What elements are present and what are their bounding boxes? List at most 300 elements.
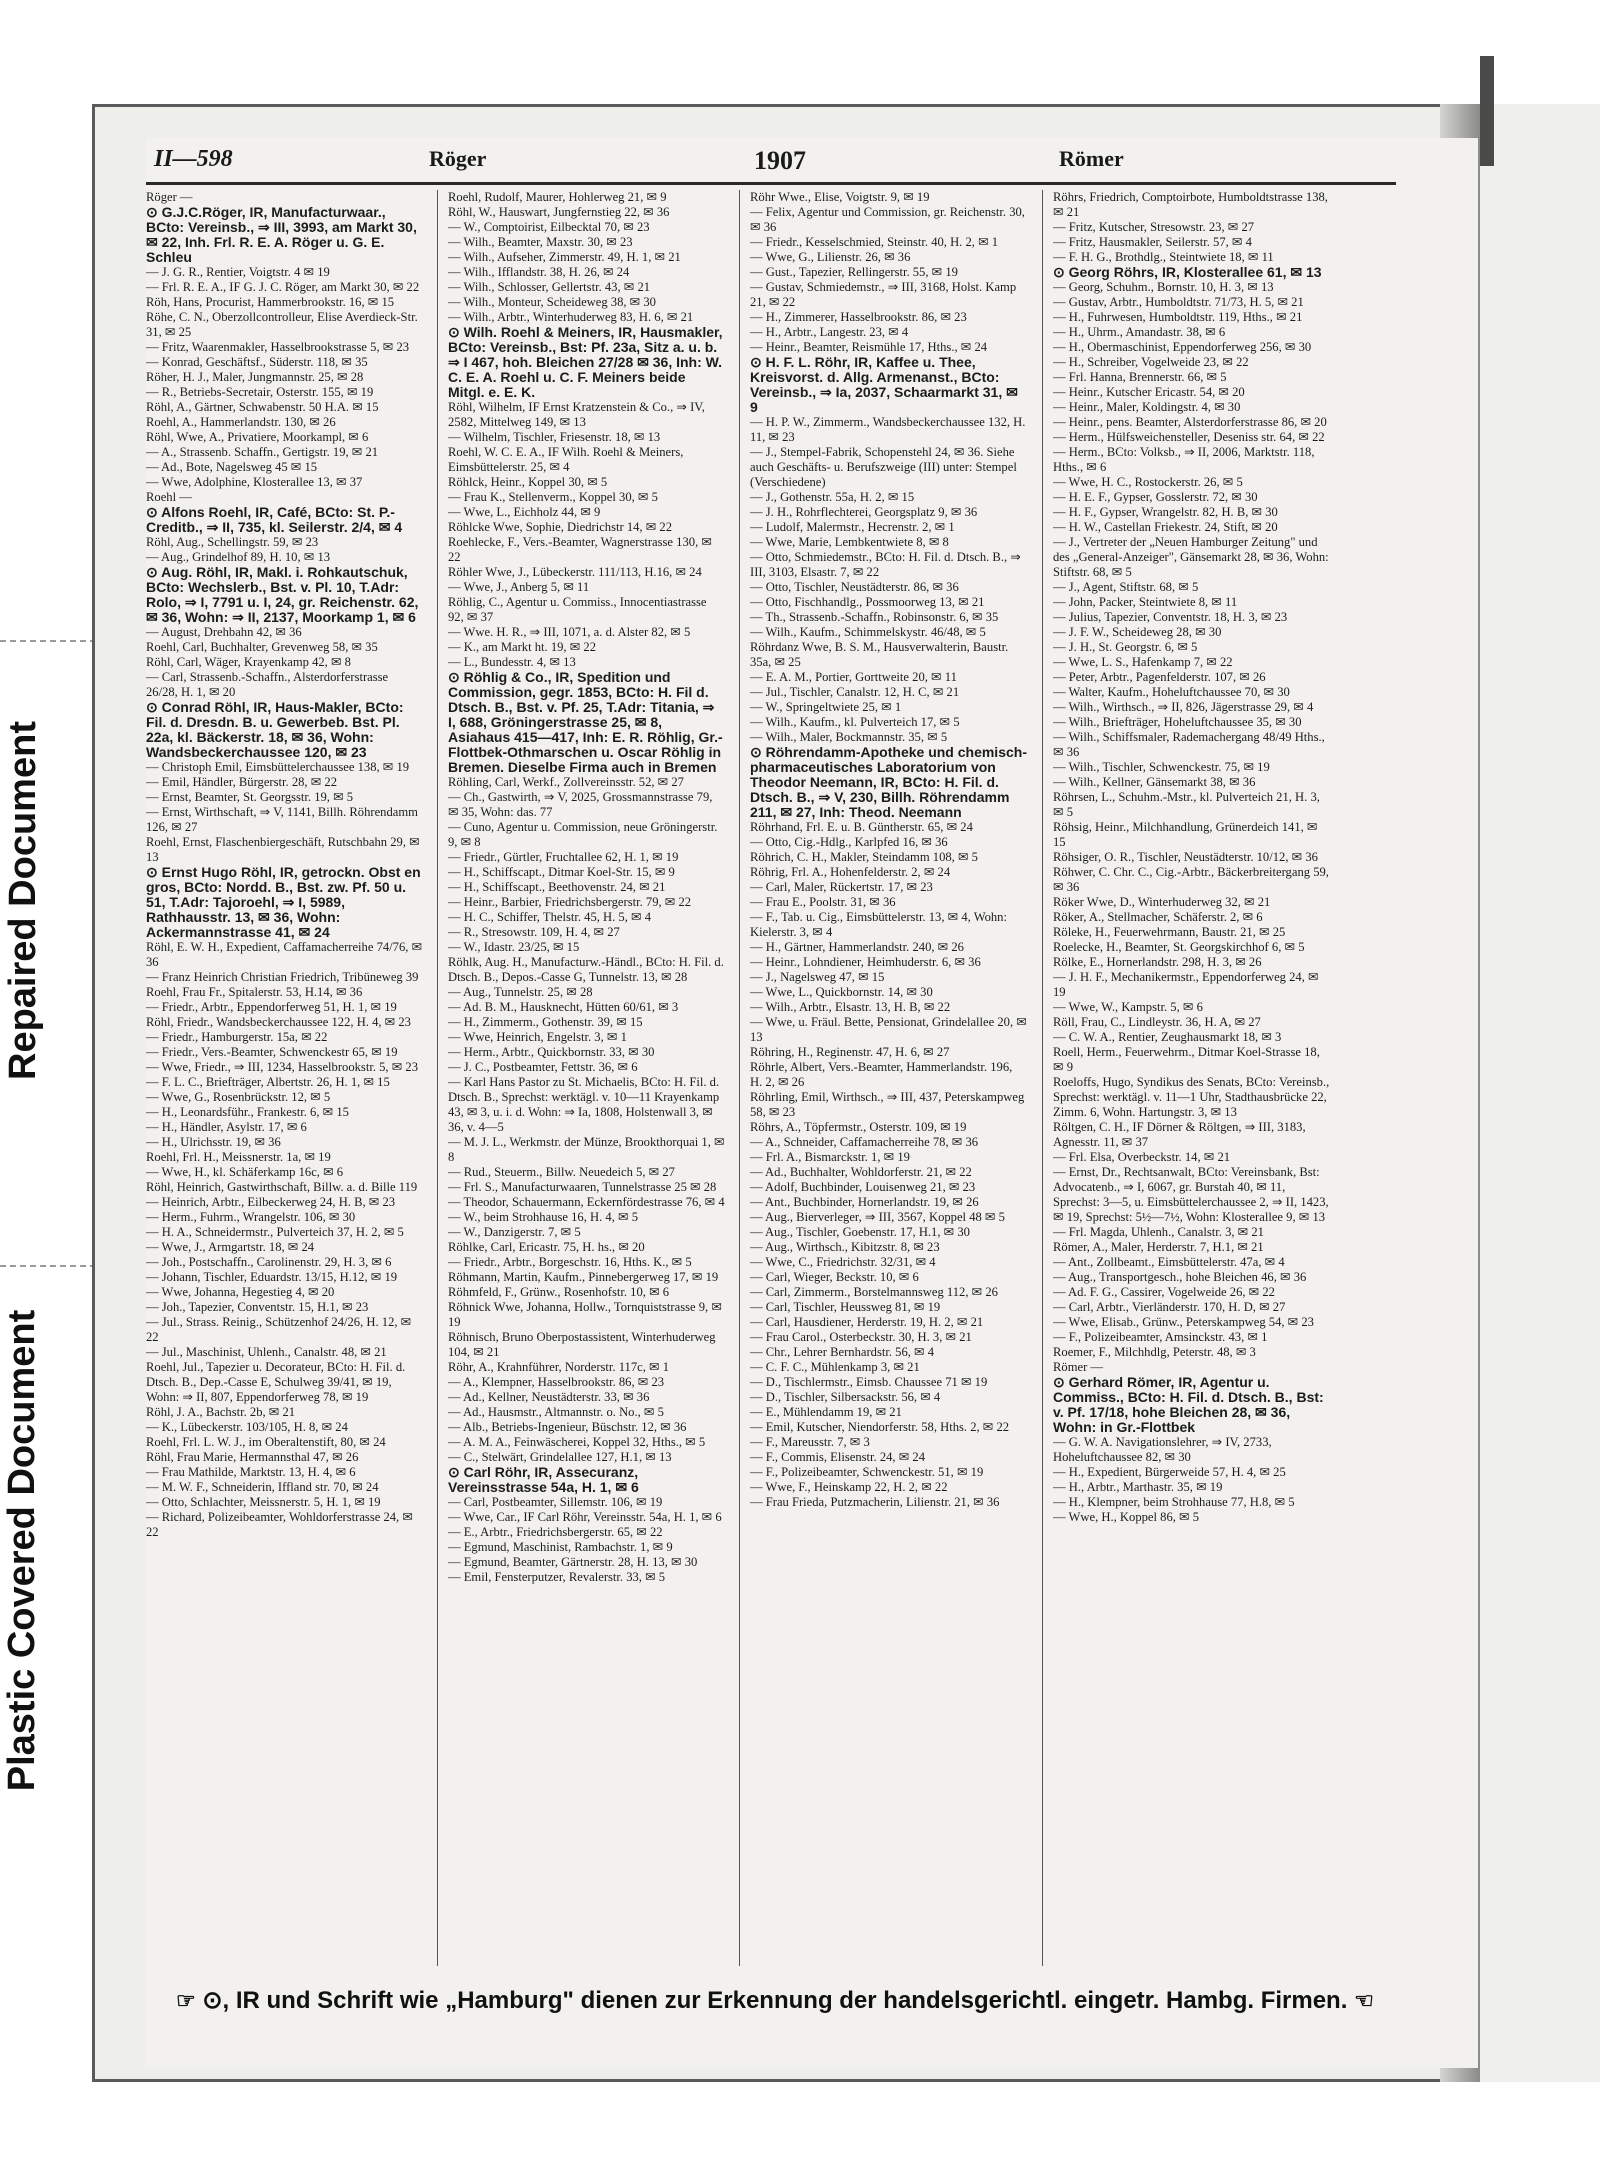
column-4 xyxy=(1053,190,1330,1966)
directory-entry: Röhr, A., Krahnführer, Norderstr. 117c, ✉ 1 xyxy=(448,1360,670,1374)
directory-entry: — J. G. R., Rentier, Voigtstr. 4 ✉ 19 xyxy=(146,265,330,279)
directory-entry: Röhl, Carl, Wäger, Krayenkamp 42, ✉ 8 xyxy=(146,655,351,669)
directory-entry: — Frau Carol., Osterbeckstr. 30, H. 3, ✉ 21 xyxy=(750,1330,972,1344)
directory-entry: — Otto, Schlachter, Meissnerstr. 5, H. 1, ✉ 19 xyxy=(146,1495,381,1509)
directory-entry: — H. E. F., Gypser, Gosslerstr. 72, ✉ 30 xyxy=(1053,490,1258,504)
column-2 xyxy=(448,190,725,1966)
pointing-hand-icon: ☜ xyxy=(1354,1988,1374,2013)
plastic-covered-document-label-text: Plastic Covered Document xyxy=(1,1309,44,1791)
plastic-covered-document-label xyxy=(0,1270,46,1830)
directory-entry: ⊙ Georg Röhrs, IR, Klosterallee 61, ✉ 13 xyxy=(1053,264,1322,280)
directory-entry: ⊙ Röhlig & Co., IR, Spedition und Commission, gegr. 1853, BCto: H. Fil d. Dtsch. B., Bst. v. Pf. 25, T.Adr: Titania, ⇒ I, 688, Gröningerstrasse 25, ✉ 8, Asiahaus 415—417, Inh: E. R. Röhlig, Gr.-Flottbek-Othmarschen u. Oscar Röhlig in Bremen. Dieselbe Firma auch in Bremen xyxy=(448,669,723,775)
directory-entry: — Wilh., Kaufm., kl. Pulverteich 17, ✉ 5 xyxy=(750,715,960,729)
directory-entry: — H. W., Castellan Friekestr. 24, Stift, ✉ 20 xyxy=(1053,520,1278,534)
directory-entry: — Frau Mathilde, Marktstr. 13, H. 4, ✉ 6 xyxy=(146,1465,356,1479)
directory-entry: — Georg, Schuhm., Bornstr. 10, H. 3, ✉ 13 xyxy=(1053,280,1274,294)
directory-entry: — Wwe, W., Kampstr. 5, ✉ 6 xyxy=(1053,1000,1203,1014)
directory-entry: — Heinrich, Arbtr., Eilbeckerweg 24, H. B, ✉ 23 xyxy=(146,1195,396,1209)
directory-entry: — H., Leonardsführ., Frankestr. 6, ✉ 15 xyxy=(146,1105,349,1119)
directory-entry: — Heinr., Lohndiener, Heimhuderstr. 6, ✉ 36 xyxy=(750,955,981,969)
directory-entry: — R., Stresowstr. 109, H. 4, ✉ 27 xyxy=(448,925,620,939)
directory-entry: Röhrdanz Wwe, B. S. M., Hausverwalterin, Baustr. 35a, ✉ 25 xyxy=(750,640,1009,669)
directory-entry: Röhl, A., Gärtner, Schwabenstr. 50 H.A. ✉ 15 xyxy=(146,400,379,414)
directory-entry: — Wilh., Schiffsmaler, Rademachergang 48/49 Hths., ✉ 36 xyxy=(1053,730,1325,759)
directory-entry: Röhmann, Martin, Kaufm., Pinnebergerweg 17, ✉ 19 xyxy=(448,1270,719,1284)
directory-entry: — Jul., Strass. Reinig., Schützenhof 24/26, H. 12, ✉ 22 xyxy=(146,1315,412,1344)
directory-entry: — Wilh., Kaufm., Schimmelskystr. 46/48, ✉ 5 xyxy=(750,625,986,639)
directory-entry: — Heinr., Maler, Koldingstr. 4, ✉ 30 xyxy=(1053,400,1241,414)
directory-entry: — Wilh., Briefträger, Hoheluftchaussee 35, ✉ 30 xyxy=(1053,715,1302,729)
directory-entry: — G. W. A. Navigationslehrer, ⇒ IV, 2733, Hoheluftchaussee 82, ✉ 30 xyxy=(1053,1435,1272,1464)
directory-entry: Röleke, H., Feuerwehrmann, Baustr. 21, ✉ 25 xyxy=(1053,925,1286,939)
directory-entry: Röhrsen, L., Schuhm.-Mstr., kl. Pulverteich 21, H. 3, ✉ 5 xyxy=(1053,790,1320,819)
directory-entry: — Wwe, u. Fräul. Bette, Pensionat, Grindelallee 20, ✉ 13 xyxy=(750,1015,1027,1044)
directory-entry: — Wwe, Heinrich, Engelstr. 3, ✉ 1 xyxy=(448,1030,627,1044)
directory-entry: Röhlk, Aug. H., Manufacturw.-Händl., BCto: H. Fil. d. Dtsch. B., Depos.-Casse G, Tunnelstr. 13, ✉ 28 xyxy=(448,955,724,984)
directory-entry: — Konrad, Geschäftsf., Süderstr. 118, ✉ 35 xyxy=(146,355,368,369)
directory-entry: — F., Commis, Elisenstr. 24, ✉ 24 xyxy=(750,1450,926,1464)
directory-entry: — Ad., Bote, Nagelsweg 45 ✉ 15 xyxy=(146,460,318,474)
directory-entry: — Franz Heinrich Christian Friedrich, Tribüneweg 39 xyxy=(146,970,419,984)
directory-entry: — J. H. F., Mechanikermstr., Eppendorferweg 24, ✉ 19 xyxy=(1053,970,1319,999)
directory-entry: Roehlecke, F., Vers.-Beamter, Wagnerstrasse 130, ✉ 22 xyxy=(448,535,712,564)
directory-entry: — H. A., Schneidermstr., Pulverteich 37, H. 2, ✉ 5 xyxy=(146,1225,404,1239)
directory-entry: Roehl, Carl, Buchhalter, Grevenweg 58, ✉ 35 xyxy=(146,640,378,654)
directory-entry: Roehl, Frl. H., Meissnerstr. 1a, ✉ 19 xyxy=(146,1150,331,1164)
directory-entry: — Frau Frieda, Putzmacherin, Lilienstr. 21, ✉ 36 xyxy=(750,1495,1000,1509)
directory-entry: — Wwe, H. C., Rostockerstr. 26, ✉ 5 xyxy=(1053,475,1243,489)
directory-entry: Römer, A., Maler, Herderstr. 7, H.1, ✉ 21 xyxy=(1053,1240,1264,1254)
directory-entry: — Carl, Hausdiener, Herderstr. 19, H. 2, ✉ 21 xyxy=(750,1315,984,1329)
column-divider xyxy=(1042,190,1043,1966)
label-separator xyxy=(0,640,96,642)
directory-entry: — Aug., Tischler, Goebenstr. 17, H.1, ✉ 30 xyxy=(750,1225,970,1239)
directory-entry: — Johann, Tischler, Eduardstr. 13/15, H.12, ✉ 19 xyxy=(146,1270,398,1284)
directory-entry: — A., Strassenb. Schaffn., Gertigstr. 19, ✉ 21 xyxy=(146,445,379,459)
directory-entry: Röher, H. J., Maler, Jungmannstr. 25, ✉ 28 xyxy=(146,370,364,384)
directory-entry: — Wilh., Arbtr., Winterhuderweg 83, H. 6, ✉ 21 xyxy=(448,310,694,324)
directory-entry: — Wilh., Arbtr., Elsastr. 13, H. B, ✉ 22 xyxy=(750,1000,951,1014)
directory-entry: — Wwe, Marie, Lembkentwiete 8, ✉ 8 xyxy=(750,535,949,549)
label-separator xyxy=(0,1265,96,1267)
directory-entry: — H., Gärtner, Hammerlandstr. 240, ✉ 26 xyxy=(750,940,964,954)
footer-note: ⊙, IR und Schrift wie „Hamburg" dienen zur Erkennung der handelsgerichtl. eingetr. Hambg. Firmen. xyxy=(202,1987,1348,2014)
directory-entry: — Egmund, Maschinist, Rambachstr. 1, ✉ 9 xyxy=(448,1540,673,1554)
directory-entry: — Egmund, Beamter, Gärtnerstr. 28, H. 13, ✉ 30 xyxy=(448,1555,698,1569)
directory-entry: — Karl Hans Pastor zu St. Michaelis, BCto: H. Fil. d. Dtsch. B., Sprechst: werktägl. v. 10—11 Krayenkamp 43, ✉ 3, u. i. d. Wohn: ⇒ Ia, 1808, Holstenwall 3, ✉ 36, v. 4—5 xyxy=(448,1075,720,1134)
directory-entry: Röhler Wwe, J., Lübeckerstr. 111/113, H.16, ✉ 24 xyxy=(448,565,702,579)
directory-entry: Roehl, A., Hammerlandstr. 130, ✉ 26 xyxy=(146,415,336,429)
directory-entry: — Wilh., Monteur, Scheideweg 38, ✉ 30 xyxy=(448,295,656,309)
directory-entry: — Friedr., Hamburgerstr. 15a, ✉ 22 xyxy=(146,1030,328,1044)
directory-entry: — Ch., Gastwirth, ⇒ V, 2025, Grossmannstrasse 79, ✉ 35, Wohn: das. 77 xyxy=(448,790,713,819)
directory-entry: Röhsiger, O. R., Tischler, Neustädterstr. 10/12, ✉ 36 xyxy=(1053,850,1318,864)
directory-entry: — J. H., St. Georgstr. 6, ✉ 5 xyxy=(1053,640,1198,654)
directory-entry: — K., am Markt ht. 19, ✉ 22 xyxy=(448,640,597,654)
directory-entry: — H., Arbtr., Langestr. 23, ✉ 4 xyxy=(750,325,909,339)
directory-entry: — Fritz, Kutscher, Stresowstr. 23, ✉ 27 xyxy=(1053,220,1255,234)
directory-entry: — W., Idastr. 23/25, ✉ 15 xyxy=(448,940,580,954)
header-rule xyxy=(146,182,1396,185)
directory-entry: — Otto, Tischler, Neustädterstr. 86, ✉ 36 xyxy=(750,580,959,594)
directory-entry: ⊙ Carl Röhr, IR, Assecuranz, Vereinsstrasse 54a, H. 1, ✉ 6 xyxy=(448,1464,639,1495)
directory-entry: — Wwe, G., Rosenbrückstr. 12, ✉ 5 xyxy=(146,1090,331,1104)
directory-entry: — Wwe, L. S., Hafenkamp 7, ✉ 22 xyxy=(1053,655,1233,669)
directory-entry: — Wwe, Car., IF Carl Röhr, Vereinsstr. 54a, H. 1, ✉ 6 xyxy=(448,1510,722,1524)
directory-entry: Röhrig, Frl. A., Hohenfelderstr. 2, ✉ 24 xyxy=(750,865,951,879)
directory-entry: Röhl, E. W. H., Expedient, Caffamacherreihe 74/76, ✉ 36 xyxy=(146,940,423,969)
directory-entry: — Peter, Arbtr., Pagenfelderstr. 107, ✉ 26 xyxy=(1053,670,1266,684)
directory-entry: — J. H., Rohrflechterei, Georgsplatz 9, ✉ 36 xyxy=(750,505,978,519)
directory-entry: — H., Schiffscapt., Ditmar Koel-Str. 15, ✉ 9 xyxy=(448,865,675,879)
directory-entry: — Th., Strassenb.-Schaffn., Robinsonstr. 6, ✉ 35 xyxy=(750,610,999,624)
directory-entry: — Carl, Postbeamter, Sillemstr. 106, ✉ 19 xyxy=(448,1495,663,1509)
directory-entry: Roehl, Ernst, Flaschenbiergeschäft, Rutschbahn 29, ✉ 13 xyxy=(146,835,420,864)
directory-entry: — Alb., Betriebs-Ingenieur, Büschstr. 12, ✉ 36 xyxy=(448,1420,687,1434)
directory-entry: — Aug., Wirthsch., Kibitzstr. 8, ✉ 23 xyxy=(750,1240,940,1254)
directory-entry: — Cuno, Agentur u. Commission, neue Gröningerstr. 9, ✉ 8 xyxy=(448,820,718,849)
directory-entry: — Jul., Maschinist, Uhlenh., Canalstr. 48, ✉ 21 xyxy=(146,1345,387,1359)
directory-entry: — H., Expedient, Bürgerweide 57, H. 4, ✉ 25 xyxy=(1053,1465,1286,1479)
directory-entry: — A. M. A., Feinwäscherei, Koppel 32, Hths., ✉ 5 xyxy=(448,1435,706,1449)
directory-entry: Röhnisch, Bruno Oberpostassistent, Winterhuderweg 104, ✉ 21 xyxy=(448,1330,716,1359)
directory-entry: Röh, Hans, Procurist, Hammerbrookstr. 16, ✉ 15 xyxy=(146,295,395,309)
directory-entry: — Frl. S., Manufacturwaaren, Tunnelstrasse 25 ✉ 28 xyxy=(448,1180,717,1194)
directory-entry: — C. F. C., Mühlenkamp 3, ✉ 21 xyxy=(750,1360,920,1374)
directory-entry: Roeloffs, Hugo, Syndikus des Senats, BCto: Vereinsb., Sprechst: werktägl. v. 11—1 Uhr, Stadthausbrücke 22, Zimm. 6, Wohn. Hartungstr. 3, ✉ 13 xyxy=(1053,1075,1330,1119)
directory-entry: — Ad. B. M., Hausknecht, Hütten 60/61, ✉ 3 xyxy=(448,1000,679,1014)
directory-entry: Röhlig, C., Agentur u. Commiss., Innocentiastrasse 92, ✉ 37 xyxy=(448,595,707,624)
directory-entry: — Carl, Wieger, Beckstr. 10, ✉ 6 xyxy=(750,1270,919,1284)
directory-entry: — H., Schiffscapt., Beethovenstr. 24, ✉ 21 xyxy=(448,880,666,894)
directory-entry: Roemer, F., Milchhdlg, Peterstr. 48, ✉ 3 xyxy=(1053,1345,1256,1359)
directory-entry: — K., Lübeckerstr. 103/105, H. 8, ✉ 24 xyxy=(146,1420,348,1434)
directory-entry: Roelecke, H., Beamter, St. Georgskirchhof 6, ✉ 5 xyxy=(1053,940,1305,954)
directory-entry: — Wwe, L., Quickbornstr. 14, ✉ 30 xyxy=(750,985,933,999)
directory-entry: — Wwe, H., Koppel 86, ✉ 5 xyxy=(1053,1510,1200,1524)
directory-entry: — Joh., Tapezier, Conventstr. 15, H.1, ✉ 23 xyxy=(146,1300,369,1314)
directory-entry: Röll, Frau, C., Lindleystr. 36, H. A, ✉ 27 xyxy=(1053,1015,1261,1029)
directory-entry: — Emil, Händler, Bürgerstr. 28, ✉ 22 xyxy=(146,775,338,789)
directory-entry: — Chr., Lehrer Bernhardstr. 56, ✉ 4 xyxy=(750,1345,935,1359)
directory-entry: — Rud., Steuerm., Billw. Neuedeich 5, ✉ 27 xyxy=(448,1165,675,1179)
directory-entry: Röhr Wwe., Elise, Voigtstr. 9, ✉ 19 xyxy=(750,190,930,204)
directory-entry: Röhl, Heinrich, Gastwirthschaft, Billw. a. d. Bille 119 xyxy=(146,1180,418,1194)
directory-entry: Roehl, W. C. E. A., IF Wilh. Roehl & Meiners, Eimsbüttelerstr. 25, ✉ 4 xyxy=(448,445,684,474)
directory-entry: — J., Agent, Stiftstr. 68, ✉ 5 xyxy=(1053,580,1199,594)
directory-entry: Roehl, Rudolf, Maurer, Hohlerweg 21, ✉ 9 xyxy=(448,190,667,204)
directory-entry: Roehl, Frau Fr., Spitalerstr. 53, H.14, ✉ 36 xyxy=(146,985,363,999)
directory-entry: — H., Ulrichsstr. 19, ✉ 36 xyxy=(146,1135,281,1149)
directory-entry: — J. F. W., Scheideweg 28, ✉ 30 xyxy=(1053,625,1222,639)
directory-entry: — Ad., Hausmstr., Altmannstr. o. No., ✉ 5 xyxy=(448,1405,664,1419)
directory-entry: — Fritz, Hausmakler, Seilerstr. 57, ✉ 4 xyxy=(1053,235,1252,249)
directory-entry: — Heinr., Kutscher Ericastr. 54, ✉ 20 xyxy=(1053,385,1245,399)
directory-entry: — E. A. M., Portier, Gorttweite 20, ✉ 11 xyxy=(750,670,957,684)
directory-entry: — J., Stempel-Fabrik, Schopenstehl 24, ✉ 36. Siehe auch Geschäfts- u. Berufszweige (III) unter: Stempel (Verschiedene) xyxy=(750,445,1017,489)
directory-entry: — F., Polizeibeamter, Schwenckestr. 51, ✉ 19 xyxy=(750,1465,984,1479)
directory-entry: — Gustav, Schmiedemstr., ⇒ III, 3168, Holst. Kamp 21, ✉ 22 xyxy=(750,280,1017,309)
directory-entry: Röhrs, Friedrich, Comptoirbote, Humboldtstrasse 138, ✉ 21 xyxy=(1053,190,1328,219)
directory-entry: — John, Packer, Steintwiete 8, ✉ 11 xyxy=(1053,595,1238,609)
directory-entry: Roell, Herm., Feuerwehrm., Ditmar Koel-Strasse 18, ✉ 9 xyxy=(1053,1045,1320,1074)
directory-entry: — Friedr., Arbtr., Eppendorferweg 51, H. 1, ✉ 19 xyxy=(146,1000,397,1014)
directory-entry: — J., Gothenstr. 55a, H. 2, ✉ 15 xyxy=(750,490,915,504)
directory-entry: Röhe, C. N., Oberzollcontrolleur, Elise Averdieck-Str. 31, ✉ 25 xyxy=(146,310,418,339)
directory-entry: — H. P. W., Zimmerm., Wandsbeckerchaussee 132, H. 11, ✉ 23 xyxy=(750,415,1026,444)
directory-entry: — Ad., Kellner, Neustädterstr. 33, ✉ 36 xyxy=(448,1390,650,1404)
directory-entry: — Friedr., Vers.-Beamter, Schwenckestr 65, ✉ 19 xyxy=(146,1045,398,1059)
directory-entry: — J., Vertreter der „Neuen Hamburger Zeitung" und des „General-Anzeiger", Gänsemarkt 28, ✉ 36, Wohn: Stiftstr. 68, ✉ 5 xyxy=(1053,535,1329,579)
directory-entry: — Wilh., Ifflandstr. 38, H. 26, ✉ 24 xyxy=(448,265,630,279)
directory-entry: — F. L. C., Briefträger, Albertstr. 26, H. 1, ✉ 15 xyxy=(146,1075,390,1089)
directory-entry: ⊙ Wilh. Roehl & Meiners, IR, Hausmakler, BCto: Vereinsb., Bst: Pf. 23a, Sitz a. u. b. ⇒ I 467, hoh. Bleichen 27/28 ✉ 36, Inh: W. C. E. A. Roehl u. C. F. Meiners beide Mitgl. e. E. K. xyxy=(448,324,723,400)
column-divider xyxy=(437,190,438,1966)
directory-entry: ⊙ Röhrendamm-Apotheke und chemisch-pharmaceutisches Laboratorium von Theodor Neemann, IR, BCto: H. Fil. d. Dtsch. B., ⇒ V, 230, Billh. Röhrendamm 211, ✉ 27, Inh: Theod. Neemann xyxy=(750,744,1027,820)
directory-entry: — E., Arbtr., Friedrichsbergerstr. 65, ✉ 22 xyxy=(448,1525,663,1539)
directory-entry: Röhrle, Albert, Vers.-Beamter, Hammerlandstr. 196, H. 2, ✉ 26 xyxy=(750,1060,1013,1089)
directory-entry: — Wwe, L., Eichholz 44, ✉ 9 xyxy=(448,505,601,519)
directory-entry: — L., Bundesstr. 4, ✉ 13 xyxy=(448,655,576,669)
directory-entry: Röhl, Frau Marie, Hermannsthal 47, ✉ 26 xyxy=(146,1450,359,1464)
directory-entry: Röhl, J. A., Bachstr. 2b, ✉ 21 xyxy=(146,1405,296,1419)
directory-entry: — H., Fuhrwesen, Humboldtstr. 119, Hths., ✉ 21 xyxy=(1053,310,1303,324)
directory-entry: — Otto, Cig.-Hdlg., Karlpfed 16, ✉ 36 xyxy=(750,835,948,849)
directory-entry: Roehl, Jul., Tapezier u. Decorateur, BCto: H. Fil. d. Dtsch. B., Dep.-Casse E, Schulweg 39/41, ✉ 19, Wohn: ⇒ II, 807, Eppendorferweg 78, ✉ 19 xyxy=(146,1360,406,1404)
directory-entry: Röhl, Aug., Schellingstr. 59, ✉ 23 xyxy=(146,535,319,549)
directory-entry: — Aug., Bierverleger, ⇒ III, 3567, Koppel 48 ✉ 5 xyxy=(750,1210,1005,1224)
directory-entry: ⊙ Alfons Roehl, IR, Café, BCto: St. P.-Creditb., ⇒ II, 735, kl. Seilerstr. 2/4, ✉ 4 xyxy=(146,504,403,535)
directory-entry: — H., Zimmerer, Hasselbrookstr. 86, ✉ 23 xyxy=(750,310,967,324)
directory-entry: — Frl. Hanna, Brennerstr. 66, ✉ 5 xyxy=(1053,370,1227,384)
right-guide-word: Römer xyxy=(1059,146,1124,171)
directory-entry: — Richard, Polizeibeamter, Wohldorferstrasse 24, ✉ 22 xyxy=(146,1510,413,1539)
directory-entry: Röltgen, C. H., IF Dörner & Röltgen, ⇒ III, 3183, Agnesstr. 11, ✉ 37 xyxy=(1053,1120,1306,1149)
directory-entry: — Frl. A., Bismarckstr. 1, ✉ 19 xyxy=(750,1150,910,1164)
directory-entry: — Aug., Transportgesch., hohe Bleichen 46, ✉ 36 xyxy=(1053,1270,1307,1284)
directory-entry: — Frau K., Stellenverm., Koppel 30, ✉ 5 xyxy=(448,490,658,504)
directory-entry: — Fritz, Waarenmakler, Hasselbrookstrasse 5, ✉ 23 xyxy=(146,340,410,354)
directory-entry: — Felix, Agentur und Commission, gr. Reichenstr. 30, ✉ 36 xyxy=(750,205,1025,234)
directory-entry: — Wilh., Schlosser, Gellertstr. 43, ✉ 21 xyxy=(448,280,651,294)
directory-entry: Röker Wwe, D., Winterhuderweg 32, ✉ 21 xyxy=(1053,895,1271,909)
directory-entry: — Ludolf, Malermstr., Hecrenstr. 2, ✉ 1 xyxy=(750,520,955,534)
directory-entry: — Emil, Kutscher, Niendorferstr. 58, Hths. 2, ✉ 22 xyxy=(750,1420,1010,1434)
directory-entry: — H., Zimmerm., Gothenstr. 39, ✉ 15 xyxy=(448,1015,643,1029)
repaired-document-label-text: Repaired Document xyxy=(1,720,44,1080)
directory-entry: — E., Mühlendamm 19, ✉ 21 xyxy=(750,1405,902,1419)
directory-entry: — A., Schneider, Caffamacherreihe 78, ✉ 36 xyxy=(750,1135,979,1149)
directory-entry: — H., Arbtr., Marthastr. 35, ✉ 19 xyxy=(1053,1480,1223,1494)
directory-entry: — Wilh., Tischler, Schwenckestr. 75, ✉ 19 xyxy=(1053,760,1270,774)
directory-entry: — Carl, Tischler, Heussweg 81, ✉ 19 xyxy=(750,1300,941,1314)
left-guide-word: Röger xyxy=(429,146,487,171)
directory-entry: — F. H. G., Brothdlg., Steintwiete 18, ✉ 11 xyxy=(1053,250,1274,264)
adjacent-page-edge xyxy=(1480,104,1600,2082)
directory-entry: — Frl. Elsa, Overbeckstr. 14, ✉ 21 xyxy=(1053,1150,1231,1164)
directory-entry: — Emil, Fensterputzer, Revalerstr. 33, ✉ 5 xyxy=(448,1570,666,1584)
directory-entry: — Wwe, J., Anberg 5, ✉ 11 xyxy=(448,580,590,594)
directory-entry: — J. C., Postbeamter, Fettstr. 36, ✉ 6 xyxy=(448,1060,638,1074)
directory-entry: — Friedr., Kesselschmied, Steinstr. 40, H. 2, ✉ 1 xyxy=(750,235,999,249)
directory-entry: — Ad., Buchhalter, Wohldorferstr. 21, ✉ 22 xyxy=(750,1165,972,1179)
directory-entry: — Wwe, Elisab., Grünw., Peterskampweg 54, ✉ 23 xyxy=(1053,1315,1314,1329)
directory-entry: — Wwe, H., kl. Schäferkamp 16c, ✉ 6 xyxy=(146,1165,344,1179)
directory-entry: — Friedr., Gürtler, Fruchtallee 62, H. 1, ✉ 19 xyxy=(448,850,679,864)
directory-entry: Röhl, Wilhelm, IF Ernst Kratzenstein & Co., ⇒ IV, 2582, Mittelweg 149, ✉ 13 xyxy=(448,400,705,429)
directory-entry: — Friedr., Arbtr., Borgeschstr. 16, Hths. K., ✉ 5 xyxy=(448,1255,692,1269)
directory-entry: — Ad. F. G., Cassirer, Vogelweide 26, ✉ 22 xyxy=(1053,1285,1275,1299)
directory-entry: — Jul., Tischler, Canalstr. 12, H. C, ✉ 21 xyxy=(750,685,960,699)
directory-entry: Röhmfeld, F., Grünw., Rosenhofstr. 10, ✉ 6 xyxy=(448,1285,670,1299)
pointing-hand-icon: ☞ xyxy=(176,1988,196,2013)
directory-entry: Röger — xyxy=(146,190,193,204)
page-footer xyxy=(176,1986,1426,2026)
directory-entry: — Aug., Tunnelstr. 25, ✉ 28 xyxy=(448,985,593,999)
directory-entry: — Wwe, Johanna, Hegestieg 4, ✉ 20 xyxy=(146,1285,335,1299)
repaired-document-label xyxy=(0,640,46,1160)
directory-entry: — Wwe, G., Lilienstr. 26, ✉ 36 xyxy=(750,250,911,264)
directory-entry: Roehl — xyxy=(146,490,192,504)
directory-entry: ⊙ Gerhard Römer, IR, Agentur u. Commiss., BCto: H. Fil. d. Dtsch. B., Bst: v. Pf. 17/18, hohe Bleichen 28, ✉ 36, Wohn: in Gr.-Flottbek xyxy=(1053,1374,1324,1435)
directory-entry: Röhring, H., Reginenstr. 47, H. 6, ✉ 27 xyxy=(750,1045,950,1059)
directory-entry: — Christoph Emil, Eimsbüttelerchaussee 138, ✉ 19 xyxy=(146,760,410,774)
directory-entry: — M. W. F., Schneiderin, Iffland str. 70, ✉ 24 xyxy=(146,1480,379,1494)
directory-entry: — Ernst, Dr., Rechtsanwalt, BCto: Vereinsbank, Bst: Advocatenb., ⇒ I, 6067, gr. Burstah 40, ✉ 11, Sprechst: 3—5, u. Eimsbüttelerchaussee 2, ⇒ II, 1423, ✉ 19, Sprechst: 5½—7½, Wohn: Klosterallee 9, ✉ 13 xyxy=(1053,1165,1329,1224)
directory-entry: Röhlke, Carl, Ericastr. 75, H. hs., ✉ 20 xyxy=(448,1240,645,1254)
directory-entry: — Wilh., Wirthsch., ⇒ II, 826, Jägerstrasse 29, ✉ 4 xyxy=(1053,700,1314,714)
directory-entry: ⊙ Conrad Röhl, IR, Haus-Makler, BCto: Fil. d. Dresdn. B. u. Gewerbeb. Bst. Pl. 22a, kl. Bäckerstr. 18, ✉ 36, Wohn: Wandsbeckerchaussee 120, ✉ 23 xyxy=(146,699,404,760)
directory-entry: — Otto, Fischhandlg., Possmoorweg 13, ✉ 21 xyxy=(750,595,985,609)
directory-entry: ⊙ Aug. Röhl, IR, Makl. i. Rohkautschuk, BCto: Wechslerb., Bst. v. Pl. 10, T.Adr: Rolo, ⇒ I, 7791 u. I, 24, gr. Reichenstr. 62, ✉ 36, Wohn: ⇒ II, 2137, Moorkamp 1, ✉ 6 xyxy=(146,564,419,625)
directory-entry: — D., Tischlermstr., Eimsb. Chaussee 71 ✉ 19 xyxy=(750,1375,988,1389)
directory-entry: — F., Polizeibeamter, Amsinckstr. 43, ✉ 1 xyxy=(1053,1330,1268,1344)
directory-entry: — H., Obermaschinist, Eppendorferweg 256, ✉ 30 xyxy=(1053,340,1312,354)
directory-entry: — Carl, Maler, Rückertstr. 17, ✉ 23 xyxy=(750,880,933,894)
directory-entry: — Adolf, Buchbinder, Louisenweg 21, ✉ 23 xyxy=(750,1180,976,1194)
directory-entry: — Heinr., pens. Beamter, Alsterdorferstrasse 86, ✉ 20 xyxy=(1053,415,1327,429)
directory-entry: — H., Schreiber, Vogelweide 23, ✉ 22 xyxy=(1053,355,1249,369)
directory-entry: ⊙ H. F. L. Röhr, IR, Kaffee u. Thee, Kreisvorst. d. Allg. Armenanst., BCto: Vereinsb., ⇒ Ia, 2037, Schaarmarkt 31, ✉ 9 xyxy=(750,354,1018,415)
directory-entry: — W., beim Strohhause 16, H. 4, ✉ 5 xyxy=(448,1210,639,1224)
directory-entry: — M. J. L., Werkmstr. der Münze, Brookthorquai 1, ✉ 8 xyxy=(448,1135,725,1164)
directory-entry: — Ant., Zollbeamt., Eimsbüttelerstr. 47a, ✉ 4 xyxy=(1053,1255,1285,1269)
directory-entry: — W., Danzigerstr. 7, ✉ 5 xyxy=(448,1225,581,1239)
directory-entry: Röhl, Wwe, A., Privatiere, Moorkampl, ✉ 6 xyxy=(146,430,369,444)
directory-entry: — Herm., BCto: Volksb., ⇒ II, 2006, Marktstr. 118, Hths., ✉ 6 xyxy=(1053,445,1315,474)
directory-entry: — Theodor, Schauermann, Eckernfördestrasse 76, ✉ 4 xyxy=(448,1195,725,1209)
directory-entry: — Heinr., Beamter, Reismühle 17, Hths., ✉ 24 xyxy=(750,340,988,354)
directory-entry: — August, Drehbahn 42, ✉ 36 xyxy=(146,625,302,639)
column-divider xyxy=(739,190,740,1966)
directory-entry: — Wilh., Kellner, Gänsemarkt 38, ✉ 36 xyxy=(1053,775,1256,789)
directory-entry: — Ernst, Beamter, St. Georgsstr. 19, ✉ 5 xyxy=(146,790,354,804)
directory-entry: — Wilh., Beamter, Maxstr. 30, ✉ 23 xyxy=(448,235,633,249)
directory-entry: — Herm., Hülfsweichensteller, Deseniss str. 64, ✉ 22 xyxy=(1053,430,1325,444)
directory-entry: — C. W. A., Rentier, Zeughausmarkt 18, ✉ 3 xyxy=(1053,1030,1282,1044)
directory-entry: — Wilhelm, Tischler, Friesenstr. 18, ✉ 13 xyxy=(448,430,661,444)
directory-entry: — H. F., Gypser, Wrangelstr. 82, H. B, ✉ 30 xyxy=(1053,505,1278,519)
directory-entry: — Heinr., Barbier, Friedrichsbergerstr. 79, ✉ 22 xyxy=(448,895,692,909)
directory-entry: Röker, A., Stellmacher, Schäferstr. 2, ✉ 6 xyxy=(1053,910,1263,924)
directory-entry: — A., Klempner, Hasselbrookstr. 86, ✉ 23 xyxy=(448,1375,665,1389)
directory-entry: — Wwe, Adolphine, Klosterallee 13, ✉ 37 xyxy=(146,475,363,489)
directory-entry: ⊙ G.J.C.Röger, IR, Manufacturwaar., BCto: Vereinsb., ⇒ III, 3993, am Markt 30, ✉ 22, Inh. Frl. R. E. A. Röger u. G. E. Schleu xyxy=(146,204,417,265)
directory-entry: — Gustav, Arbtr., Humboldtstr. 71/73, H. 5, ✉ 21 xyxy=(1053,295,1304,309)
directory-entry: — C., Stelwärt, Grindelallee 127, H.1, ✉ 13 xyxy=(448,1450,672,1464)
directory-entry: — Wwe, F., Heinskamp 22, H. 2, ✉ 22 xyxy=(750,1480,948,1494)
directory-entry: — Frl. R. E. A., IF G. J. C. Röger, am Markt 30, ✉ 22 xyxy=(146,280,420,294)
directory-entry: Röhling, Carl, Werkf., Zollvereinsstr. 52, ✉ 27 xyxy=(448,775,684,789)
directory-entry: — Wilh., Maler, Bockmannstr. 35, ✉ 5 xyxy=(750,730,948,744)
directory-entry: — Walter, Kaufm., Hoheluftchaussee 70, ✉ 30 xyxy=(1053,685,1290,699)
directory-entry: — Ant., Buchbinder, Hornerlandstr. 19, ✉ 26 xyxy=(750,1195,979,1209)
directory-entry: — J., Nagelsweg 47, ✉ 15 xyxy=(750,970,885,984)
year-heading: 1907 xyxy=(754,146,806,175)
directory-entry: — Carl, Arbtr., Vierländerstr. 170, H. D, ✉ 27 xyxy=(1053,1300,1286,1314)
directory-entry: — D., Tischler, Silbersackstr. 56, ✉ 4 xyxy=(750,1390,941,1404)
directory-entry: Röhl, W., Hauswart, Jungfernstieg 22, ✉ 36 xyxy=(448,205,670,219)
directory-entry: — Frl. Magda, Uhlenh., Canalstr. 3, ✉ 21 xyxy=(1053,1225,1264,1239)
directory-entry: Röhsig, Heinr., Milchhandlung, Grünerdeich 141, ✉ 15 xyxy=(1053,820,1318,849)
directory-entry: — W., Springeltwiete 25, ✉ 1 xyxy=(750,700,902,714)
directory-entry: — F., Mareusstr. 7, ✉ 3 xyxy=(750,1435,870,1449)
directory-entry: — H., Klempner, beim Strohhause 77, H.8, ✉ 5 xyxy=(1053,1495,1295,1509)
directory-entry: — Frau E., Poolstr. 31, ✉ 36 xyxy=(750,895,896,909)
directory-page xyxy=(146,138,1478,2068)
directory-entry: — Aug., Grindelhof 89, H. 10, ✉ 13 xyxy=(146,550,331,564)
directory-entry: — F., Tab. u. Cig., Eimsbüttelerstr. 13, ✉ 4, Wohn: Kielerstr. 3, ✉ 4 xyxy=(750,910,1007,939)
column-1 xyxy=(146,190,423,1966)
directory-entry: — Wwe, Friedr., ⇒ III, 1234, Hasselbrookstr. 5, ✉ 23 xyxy=(146,1060,419,1074)
column-3 xyxy=(750,190,1027,1966)
directory-entry: — Wwe, C., Friedrichstr. 32/31, ✉ 4 xyxy=(750,1255,936,1269)
directory-entry: — W., Comptoirist, Eilbecktal 70, ✉ 23 xyxy=(448,220,650,234)
directory-entry: Röhlcke Wwe, Sophie, Diedrichstr 14, ✉ 22 xyxy=(448,520,673,534)
directory-entry: Röhlck, Heinr., Koppel 30, ✉ 5 xyxy=(448,475,608,489)
directory-entry: — Wwe, J., Armgartstr. 18, ✉ 24 xyxy=(146,1240,315,1254)
directory-entry: — Carl, Zimmerm., Borstelmannsweg 112, ✉ 26 xyxy=(750,1285,998,1299)
directory-entry: — Carl, Strassenb.-Schaffn., Alsterdorferstrasse 26/28, H. 1, ✉ 20 xyxy=(146,670,389,699)
directory-entry: Röhrs, A., Töpfermstr., Osterstr. 109, ✉ 19 xyxy=(750,1120,967,1134)
directory-entry: — Julius, Tapezier, Conventstr. 18, H. 3, ✉ 23 xyxy=(1053,610,1288,624)
directory-entry: Röhwer, C. Chr. C., Cig.-Arbtr., Bäckerbreitergang 59, ✉ 36 xyxy=(1053,865,1329,894)
directory-entry: — R., Betriebs-Secretair, Osterstr. 155, ✉ 19 xyxy=(146,385,374,399)
running-head xyxy=(154,146,1404,180)
directory-entry: — H. C., Schiffer, Thelstr. 45, H. 5, ✉ 4 xyxy=(448,910,652,924)
directory-entry: Röhrhand, Frl. E. u. B. Güntherstr. 65, ✉ 24 xyxy=(750,820,973,834)
directory-entry: — Herm., Fuhrm., Wrangelstr. 106, ✉ 30 xyxy=(146,1210,356,1224)
directory-entry: — Wilh., Aufseher, Zimmerstr. 49, H. 1, ✉ 21 xyxy=(448,250,681,264)
directory-entry: Röhrling, Emil, Wirthsch., ⇒ III, 437, Peterskampweg 58, ✉ 23 xyxy=(750,1090,1025,1119)
directory-entry: Röhl, Friedr., Wandsbeckerchaussee 122, H. 4, ✉ 23 xyxy=(146,1015,411,1029)
directory-entry: Röhnick Wwe, Johanna, Hollw., Tornquiststrasse 9, ✉ 19 xyxy=(448,1300,722,1329)
directory-entry: — H., Händler, Asylstr. 17, ✉ 6 xyxy=(146,1120,307,1134)
directory-entry: — Wwe. H. R., ⇒ III, 1071, a. d. Alster 82, ✉ 5 xyxy=(448,625,691,639)
directory-entry: Röhrich, C. H., Makler, Steindamm 108, ✉ 5 xyxy=(750,850,978,864)
directory-entry: Römer — xyxy=(1053,1360,1104,1374)
directory-entry: — Herm., Arbtr., Quickbornstr. 33, ✉ 30 xyxy=(448,1045,655,1059)
page-number: II—598 xyxy=(154,146,233,172)
directory-entry: Rölke, E., Hornerlandstr. 298, H. 3, ✉ 26 xyxy=(1053,955,1262,969)
directory-entry: — Joh., Postschaffn., Carolinenstr. 29, H. 3, ✉ 6 xyxy=(146,1255,392,1269)
directory-entry: — Gust., Tapezier, Rellingerstr. 55, ✉ 19 xyxy=(750,265,958,279)
directory-entry: — Otto, Schmiedemstr., BCto: H. Fil. d. Dtsch. B., ⇒ III, 3103, Elsastr. 7, ✉ 22 xyxy=(750,550,1021,579)
directory-entry: — Ernst, Wirthschaft, ⇒ V, 1141, Billh. Röhrendamm 126, ✉ 27 xyxy=(146,805,418,834)
directory-entry: — H., Uhrm., Amandastr. 38, ✉ 6 xyxy=(1053,325,1226,339)
directory-entry: ⊙ Ernst Hugo Röhl, IR, getrockn. Obst en gros, BCto: Nordd. B., Bst. zw. Pf. 50 u. 51, T.Adr: Tajoroehl, ⇒ I, 5989, Rathhausstr. 13, ✉ 36, Wohn: Ackermannstrasse 41, ✉ 24 xyxy=(146,864,421,940)
directory-entry: Roehl, Frl. L. W. J., im Oberaltenstift, 80, ✉ 24 xyxy=(146,1435,386,1449)
